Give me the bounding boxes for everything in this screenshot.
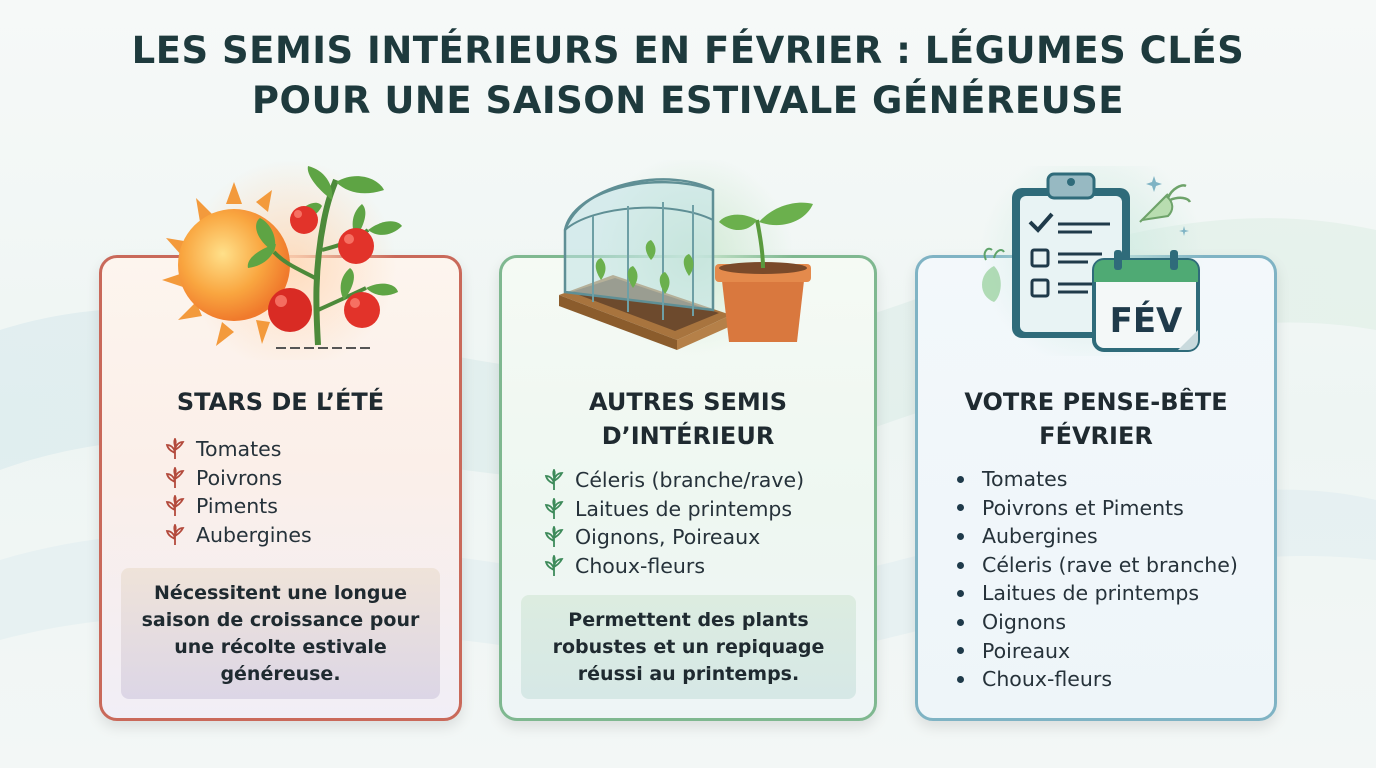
sprout-icon: [543, 498, 565, 520]
list-item-label: Laitues de printemps: [982, 581, 1200, 606]
bullet-icon: [957, 619, 964, 626]
bullet-icon: [957, 504, 964, 511]
sprout-icon: [543, 555, 565, 577]
list-item-label: Tomates: [196, 437, 282, 461]
list-item-label: Poireaux: [982, 638, 1071, 663]
list-item: [953, 637, 1238, 666]
list-item-label: Oignons: [982, 609, 1067, 634]
list-item: [543, 552, 804, 581]
page-title-line-2: POUR UNE SAISON ESTIVALE GÉNÉREUSE: [251, 79, 1125, 122]
list-item: [543, 523, 804, 552]
list-item: [543, 495, 804, 524]
list-item: [953, 665, 1238, 694]
sprout-icon: [543, 469, 565, 491]
bullet-icon: [957, 476, 964, 483]
greenhouse-seedling-pot-icon: [553, 160, 823, 355]
sprout-icon: [164, 438, 186, 460]
card-title-summer-stars: [102, 385, 459, 419]
list-item: [953, 551, 1238, 580]
bullet-icon: [957, 562, 964, 569]
clipboard-calendar-icon: [972, 166, 1212, 356]
list-item: [953, 494, 1238, 523]
card-title-line-2: FÉVRIER: [1039, 422, 1153, 450]
bullet-icon: [957, 647, 964, 654]
summer-stars-note: Nécessitent une longue saison de croissance pour une récolte estivale généreuse.: [121, 568, 440, 699]
other-indoor-list: [543, 466, 804, 580]
list-item: [543, 466, 804, 495]
card-title-other-indoor: [502, 385, 874, 453]
summer-stars-list: [164, 435, 312, 549]
list-item-label: Poivrons: [196, 465, 283, 490]
list-item: [953, 579, 1238, 608]
list-item-label: Céleris (branche/rave): [575, 468, 805, 492]
card-title-line-1: STARS DE L’ÉTÉ: [176, 388, 385, 416]
page-title-line-1: LES SEMIS INTÉRIEURS EN FÉVRIER : LÉGUMES CLÉS: [131, 29, 1245, 72]
card-title-line-1: VOTRE PENSE-BÊTE: [964, 388, 1228, 416]
bullet-icon: [957, 590, 964, 597]
list-item-label: Oignons, Poireaux: [575, 525, 761, 550]
list-item: [164, 464, 312, 493]
other-indoor-note: Permettent des plants robustes et un repiquage réussi au printemps.: [521, 595, 856, 699]
sprout-icon: [164, 467, 186, 489]
calendar-month-label: FÉV: [1109, 301, 1183, 341]
list-item: [164, 521, 312, 550]
list-item: [164, 435, 312, 464]
page-title: [0, 26, 1376, 126]
list-item-label: Choux-fleurs: [982, 667, 1112, 692]
bullet-icon: [957, 533, 964, 540]
list-item: [953, 522, 1238, 551]
bullet-icon: [957, 676, 964, 683]
list-item-label: Choux-fleurs: [575, 553, 705, 578]
card-title-line-1: AUTRES SEMIS: [589, 388, 787, 416]
list-item: [953, 465, 1238, 494]
list-item-label: Piments: [196, 494, 278, 519]
list-item-label: Tomates: [982, 467, 1068, 491]
sprout-icon: [164, 524, 186, 546]
february-checklist-list: [953, 465, 1238, 694]
sprout-icon: [164, 495, 186, 517]
list-item: [164, 492, 312, 521]
sun-tomato-plant-icon: [156, 160, 406, 360]
sprout-icon: [543, 526, 565, 548]
list-item-label: Aubergines: [196, 522, 312, 547]
list-item-label: Aubergines: [982, 524, 1098, 549]
list-item: [953, 608, 1238, 637]
list-item-label: Céleris (rave et branche): [982, 552, 1238, 577]
card-title-february-checklist: [918, 385, 1274, 453]
list-item-label: Laitues de printemps: [575, 496, 793, 521]
card-title-line-2: D’INTÉRIEUR: [601, 422, 775, 450]
list-item-label: Poivrons et Piments: [982, 495, 1184, 520]
